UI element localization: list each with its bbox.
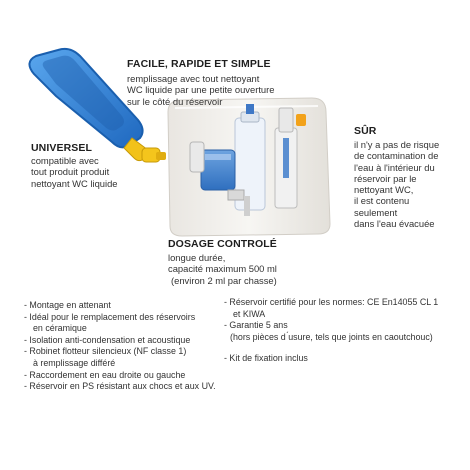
spec-item: - Idéal pour le remplacement des réservoirs [24,311,196,322]
spec-item-continuation: à remplissage différé [33,357,116,368]
feature-sur [354,125,439,229]
specs-right-list [224,297,438,365]
feature-universel-line: compatible avec [31,155,99,166]
feature-dosage-text [168,252,277,286]
feature-facile-text [127,73,274,107]
spec-item: - Kit de fixation inclus [224,353,308,364]
feature-sur-line: dans l'eau évacuée [354,218,435,230]
spec-item: - Garantie 5 ans [224,320,288,331]
feature-sur-line: il est contenu [354,195,410,207]
feature-sur-heading: SÛR [354,125,377,137]
spec-item: - Réservoir en PS résistant aux chocs et aux UV. [24,381,216,392]
feature-dosage-line: capacité maximum 500 ml [168,263,277,275]
spec-item-note: (hors pièces d ́usure, tels que joints en caoutchouc) [230,331,433,342]
feature-universel-line: nettoyant WC liquide [31,177,118,189]
feature-facile-heading: FACILE, RAPIDE ET SIMPLE [127,58,271,70]
feature-facile [127,58,274,107]
feature-sur-text [354,139,439,229]
spec-item-continuation: en céramique [33,323,87,334]
feature-facile-line: remplissage avec tout nettoyant [127,73,260,84]
feature-universel [31,142,118,189]
feature-sur-line: nettoyant WC, [354,184,414,196]
feature-sur-line: de contamination de [354,150,439,162]
specs-left-list [24,300,216,393]
feature-dosage-line: (environ 2 ml par chasse) [171,274,277,286]
spec-item: - Montage en attenant [24,300,111,310]
feature-sur-line: seulement [354,206,398,218]
spec-item-continuation: et KIWA [233,308,266,319]
feature-sur-line: il n'y a pas de risque [354,139,440,150]
spec-item: - Raccordement en eau droite ou gauche [24,369,186,380]
feature-dosage-heading: DOSAGE CONTROLÉ [168,238,277,250]
feature-universel-heading: UNIVERSEL [31,142,92,154]
feature-dosage-line: longue durée, [168,252,226,263]
cistern-tank-illustration [168,98,330,236]
feature-sur-line: l'eau à l'intérieur du [354,161,435,173]
feature-dosage [168,238,277,286]
spec-item: - Robinet flotteur silencieux (NF classe 1) [24,346,187,357]
spec-item: - Isolation anti-condensation et acoustique [24,334,191,345]
feature-universel-text [31,155,118,189]
feature-facile-line: WC liquide par une petite ouverture [127,84,275,96]
feature-universel-line: tout produit produit [31,166,110,178]
feature-sur-line: réservoir par le [354,172,417,184]
feature-facile-line: sur le côté du réservoir [127,95,223,107]
spec-item: - Réservoir certifié pour les normes: CE En14055 CL 1 [224,297,439,307]
